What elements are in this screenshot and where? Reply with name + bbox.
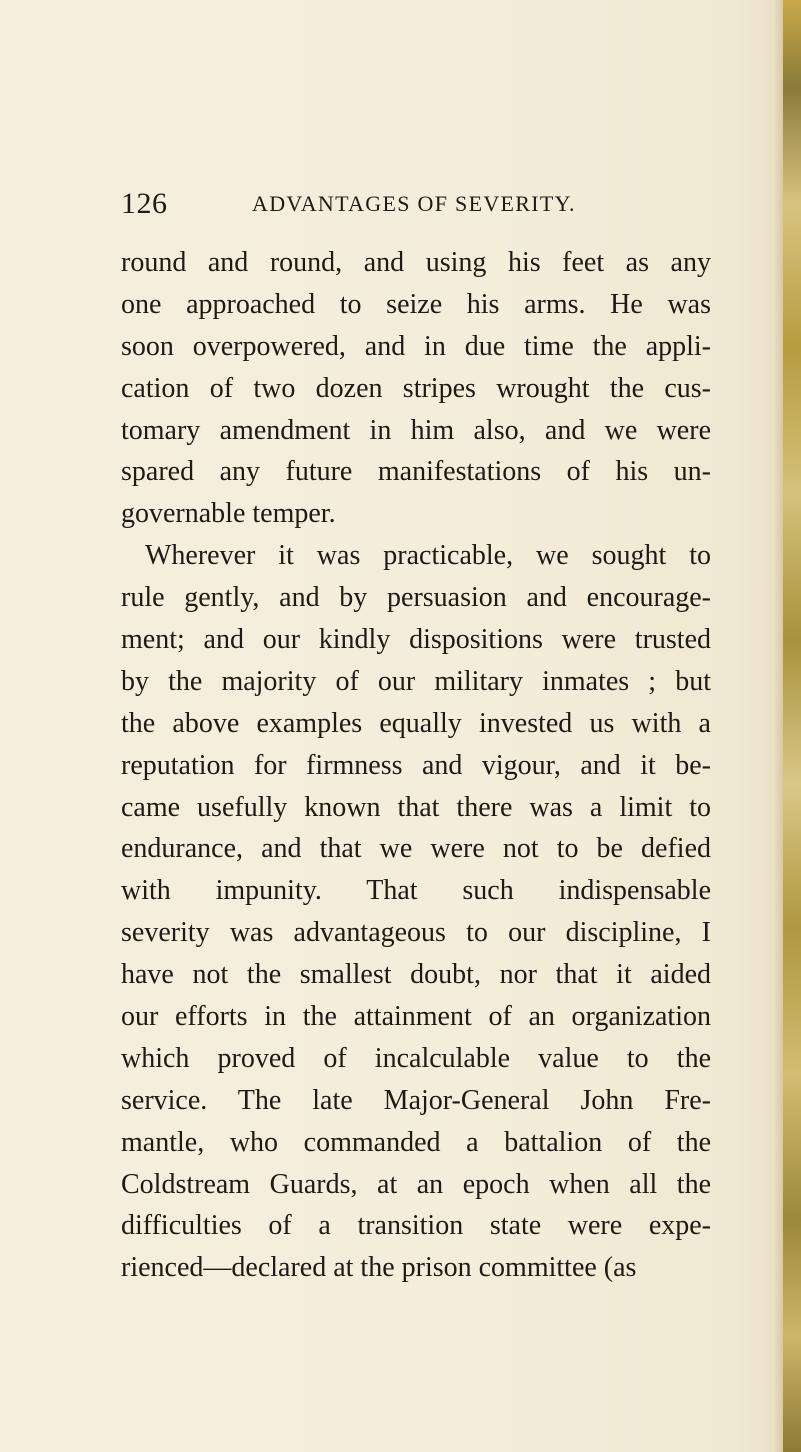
text-line: cation of two dozen stripes wrought the cus- bbox=[121, 372, 711, 404]
running-title: ADVANTAGES OF SEVERITY. bbox=[252, 191, 576, 216]
text-line: Wherever it was practicable, we sought to bbox=[145, 540, 711, 572]
text-line: ment; and our kindly dispositions were trusted bbox=[121, 624, 711, 656]
text-line: have not the smallest doubt, nor that it aided bbox=[121, 959, 711, 991]
text-line: spared any future manifestations of his un- bbox=[121, 456, 711, 488]
text-line: governable temper. bbox=[121, 498, 336, 530]
text-line: with impunity. That such indispensable bbox=[121, 875, 711, 907]
text-line: mantle, who commanded a battalion of the bbox=[121, 1126, 711, 1158]
page-edge-shadow bbox=[773, 0, 783, 1452]
gilt-page-edge bbox=[783, 0, 801, 1452]
body-text bbox=[121, 242, 711, 1289]
text-line: by the majority of our military inmates ; but bbox=[121, 665, 711, 697]
text-line: the above examples equally invested us with a bbox=[121, 707, 711, 739]
text-line: endurance, and that we were not to be defied bbox=[121, 833, 711, 865]
running-head bbox=[121, 186, 641, 222]
text-line: Coldstream Guards, at an epoch when all the bbox=[121, 1168, 711, 1200]
text-line: service. The late Major-General John Fre- bbox=[121, 1084, 711, 1116]
text-line: reputation for firmness and vigour, and it be- bbox=[121, 749, 711, 781]
page-number: 126 bbox=[121, 187, 168, 220]
text-line: rule gently, and by persuasion and encourage- bbox=[121, 582, 711, 614]
text-line: round and round, and using his feet as any bbox=[121, 247, 711, 278]
text-line: severity was advantageous to our discipline, I bbox=[121, 917, 711, 949]
text-line: soon overpowered, and in due time the appli- bbox=[121, 330, 711, 362]
text-line: one approached to seize his arms. He was bbox=[121, 288, 711, 320]
text-line: came usefully known that there was a limit to bbox=[121, 791, 711, 823]
text-line: tomary amendment in him also, and we were bbox=[121, 414, 711, 446]
text-line: rienced—declared at the prison committee (as bbox=[121, 1252, 637, 1284]
text-line: difficulties of a transition state were expe- bbox=[121, 1210, 711, 1242]
text-line: which proved of incalculable value to the bbox=[121, 1042, 711, 1074]
text-line: our efforts in the attainment of an organization bbox=[121, 1001, 711, 1033]
